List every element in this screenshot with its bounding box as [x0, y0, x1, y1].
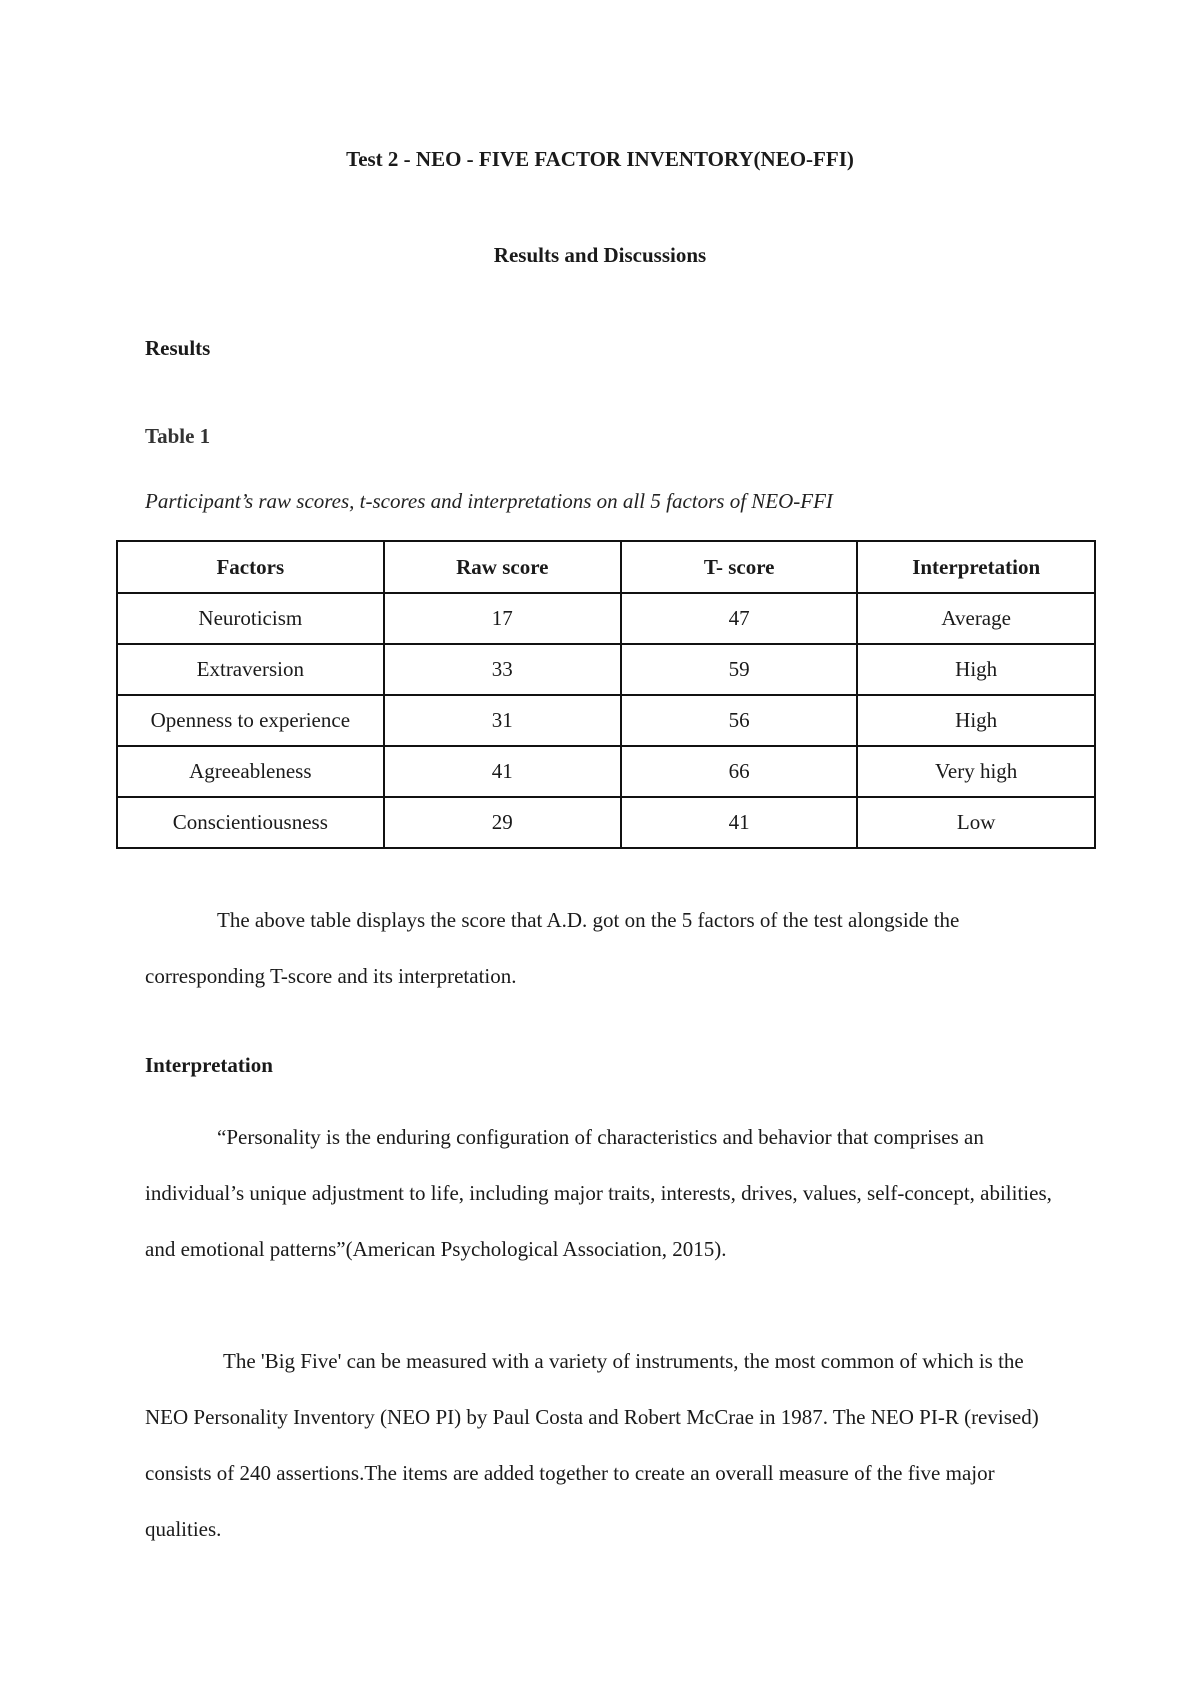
cell-t-score: 47: [621, 593, 857, 644]
paragraph-text: The 'Big Five' can be measured with a variety of instruments, the most common of which is the NEO Personality Inventory (NEO PI) by Paul Costa and Robert McCrae in 1987. The NEO PI-R (revised) consists of 240 assertions.The items are added together to create an overall measure of the five major qualities.: [145, 1349, 1039, 1541]
header-t-score: T- score: [621, 541, 857, 593]
document-title: Test 2 - NEO - FIVE FACTOR INVENTORY(NEO-FFI): [346, 147, 854, 171]
personality-definition-paragraph: [145, 1109, 1065, 1277]
cell-t-score: 41: [621, 797, 857, 848]
cell-factor: Agreeableness: [117, 746, 384, 797]
paragraph-text: “Personality is the enduring configuration of characteristics and behavior that comprises an individual’s unique adjustment to life, including major traits, interests, drives, values, self-concept, abilities, and emotional patterns”(American Psychological Association, 2015).: [145, 1125, 1052, 1261]
results-table: [116, 540, 1096, 849]
cell-factor: Extraversion: [117, 644, 384, 695]
cell-t-score: 59: [621, 644, 857, 695]
table-row: [117, 797, 1095, 848]
table-header-row: [117, 541, 1095, 593]
table-row: [117, 746, 1095, 797]
table-row: [117, 593, 1095, 644]
cell-raw-score: 29: [384, 797, 621, 848]
header-raw-score: Raw score: [384, 541, 621, 593]
cell-factor: Neuroticism: [117, 593, 384, 644]
table-row: [117, 695, 1095, 746]
cell-factor: Conscientiousness: [117, 797, 384, 848]
cell-t-score: 66: [621, 746, 857, 797]
paragraph-text: The above table displays the score that A.D. got on the 5 factors of the test alongside the corresponding T-score and its interpretation.: [145, 908, 960, 988]
interpretation-heading: Interpretation: [145, 1053, 273, 1077]
big-five-paragraph: [145, 1333, 1065, 1557]
table-description-paragraph: [145, 892, 1065, 1004]
table-caption: Participant’s raw scores, t-scores and interpretations on all 5 factors of NEO-FFI: [145, 489, 833, 513]
cell-interpretation: High: [857, 644, 1095, 695]
cell-interpretation: Very high: [857, 746, 1095, 797]
header-interpretation: Interpretation: [857, 541, 1095, 593]
cell-interpretation: Average: [857, 593, 1095, 644]
cell-raw-score: 31: [384, 695, 621, 746]
cell-interpretation: Low: [857, 797, 1095, 848]
header-factors: Factors: [117, 541, 384, 593]
cell-raw-score: 17: [384, 593, 621, 644]
section-title: Results and Discussions: [493, 243, 707, 267]
cell-factor: Openness to experience: [117, 695, 384, 746]
cell-raw-score: 33: [384, 644, 621, 695]
table-label: Table 1: [145, 424, 211, 448]
cell-t-score: 56: [621, 695, 857, 746]
cell-raw-score: 41: [384, 746, 621, 797]
cell-interpretation: High: [857, 695, 1095, 746]
table-row: [117, 644, 1095, 695]
results-heading: Results: [145, 336, 211, 360]
